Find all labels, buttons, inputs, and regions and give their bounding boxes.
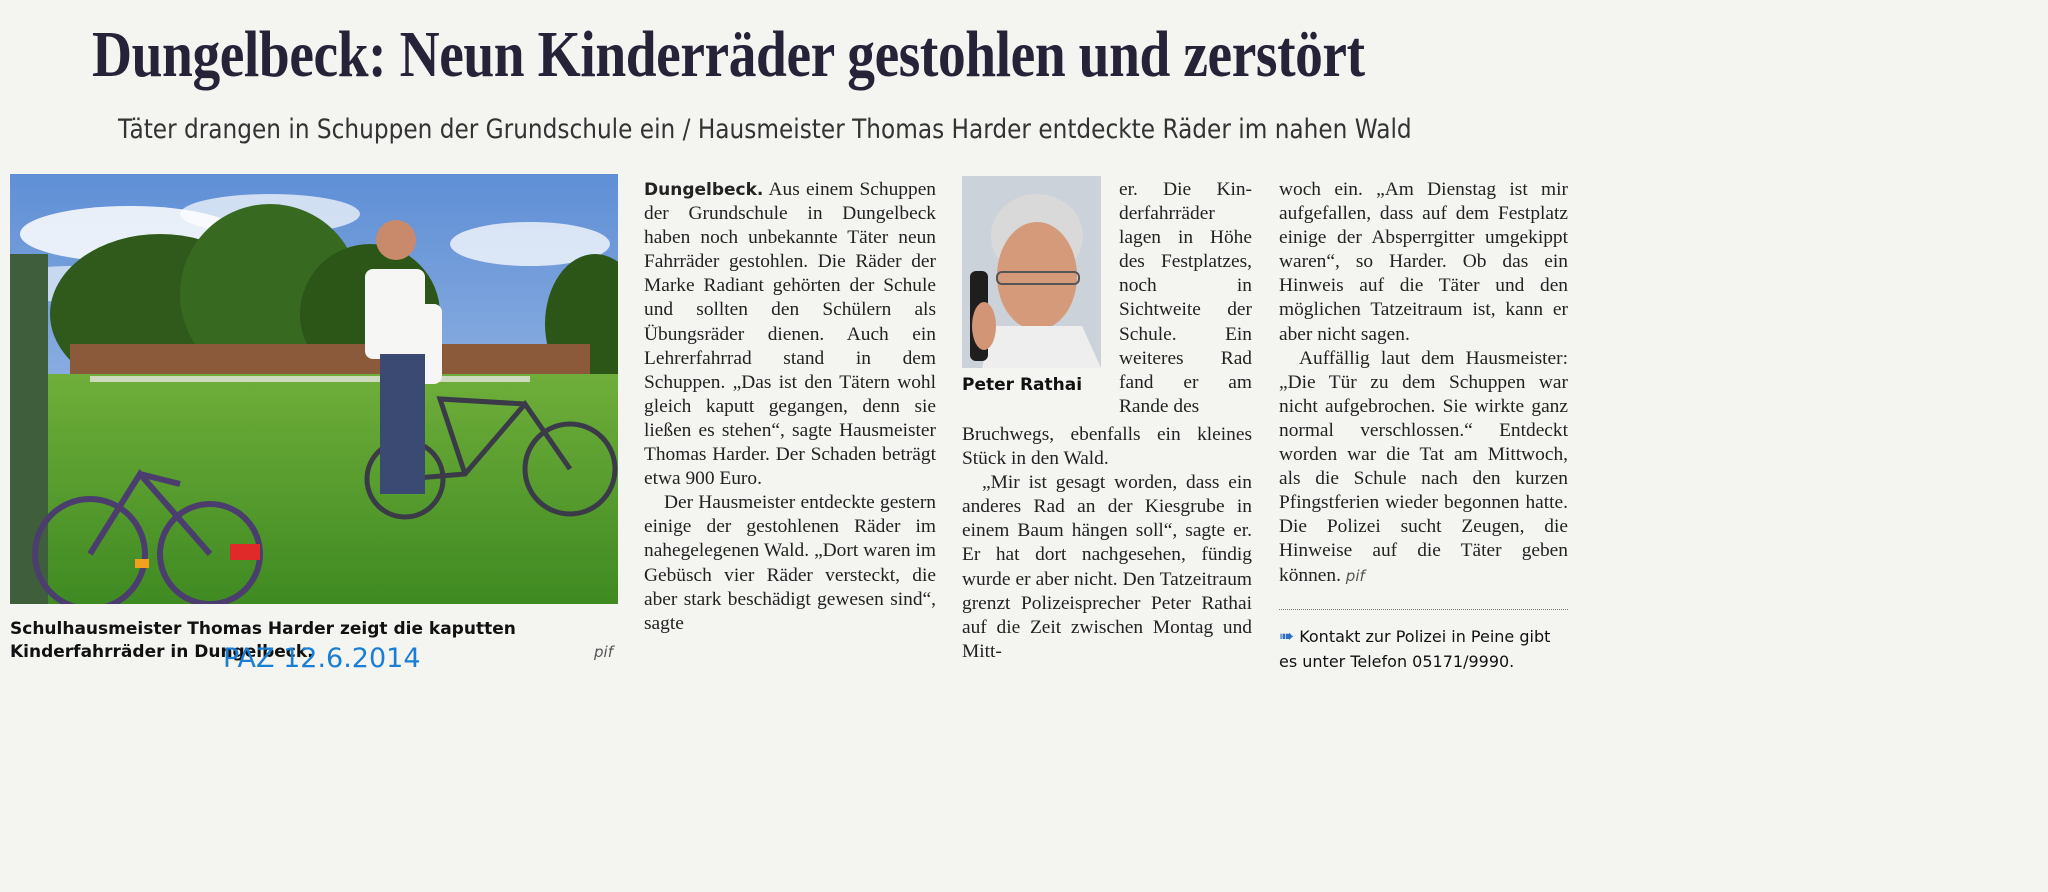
photo-credit: pif [594,643,613,661]
dateline: Dungelbeck. [644,180,764,200]
divider [1279,609,1568,610]
paragraph: Bruchwegs, ebenfalls ein kleines Stück in den Wald. [962,424,1252,470]
headline: Dungelbeck: Neun Kinderräder gestohlen und zerstört [92,18,1365,91]
paragraph: woch ein. „Am Dienstag ist mir aufgefallen, dass auf dem Festplatz einige der Absperrgitter umgekippt waren“, so Harder. Ob das ein Hinweis auf die Täter und den möglichen Tatzeitraum ist, kann er aber nicht sagen. [1279,179,1568,345]
author-initials: pif [1345,566,1365,585]
contact-text: Kontakt zur Polizei in Peine gibt es unter Telefon 05171/9990. [1279,627,1551,671]
paragraph: Auffällig laut dem Hausmeister: „Die Tür zu dem Schuppen war nicht aufgebrochen. Sie wirkte ganz normal verschlossen.“ Entdeckt worden war die Tat am Mittwoch, als die Schule nach den kurzen Pfingstferien wieder begonnen hatte. Die Polizei sucht Zeugen, die Hinweise auf die Täter geben können. [1279,347,1568,586]
portrait-photo [962,176,1101,368]
paragraph: „Mir ist gesagt worden, dass ein anderes Rad an der Kiesgrube in einem Baum hängen soll“, sagte er. Er hat dort nachgesehen, fündig wurde er aber nicht. Den Tatzeitraum grenzt Polizeisprecher Peter Rathai auf die Zeit zwischen Montag und Mitt- [962,472,1252,662]
article-column-2-top [1119,178,1252,419]
contact-info [1279,624,1568,674]
photo-caption-text: Schulhausmeister Thomas Harder zeigt die kaputten Kinderfahrräder in Dungelbeck. [10,619,516,662]
article-column-2 [962,423,1252,664]
portrait-caption: Peter Rathai [962,375,1083,395]
date-stamp: PAZ 12.6.2014 [223,643,421,674]
subheadline: Täter drangen in Schuppen der Grundschule ein / Hausmeister Thomas Harder entdeckte Räder im nahen Wald [118,114,1412,145]
arrow-right-icon: ➠ [1279,626,1295,647]
paragraph: er. Die Kinderfahrräder lagen in Höhe des Festplatzes, noch in Sichtweite der Schule. Ein weiteres Rad fand er am Rande des [1119,179,1252,417]
main-photo [10,174,618,604]
paragraph: Aus einem Schuppen der Grundschule in Dungelbeck haben noch unbekannte Täter neun Fahrräder gestohlen. Die Räder der Marke Radiant gehörten der Schule und sollten den Schülern als Übungsräder dienen. Auch ein Lehrerfahrrad stand in dem Schuppen. „Das ist den Tätern wohl gleich kaputt gegangen, denn sie ließen es stehen“, sagte Hausmeister Thomas Harder. Der Schaden beträgt etwa 900 Euro. [644,179,936,490]
article-column-3 [1279,178,1568,588]
paragraph: Der Hausmeister entdeckte gestern einige der gestohlenen Räder im nahegelegenen Wald. „Dort waren im Gebüsch vier Räder versteckt, die aber stark beschädigt gewesen sind“, sagte [644,492,936,634]
article-column-1 [644,178,936,636]
